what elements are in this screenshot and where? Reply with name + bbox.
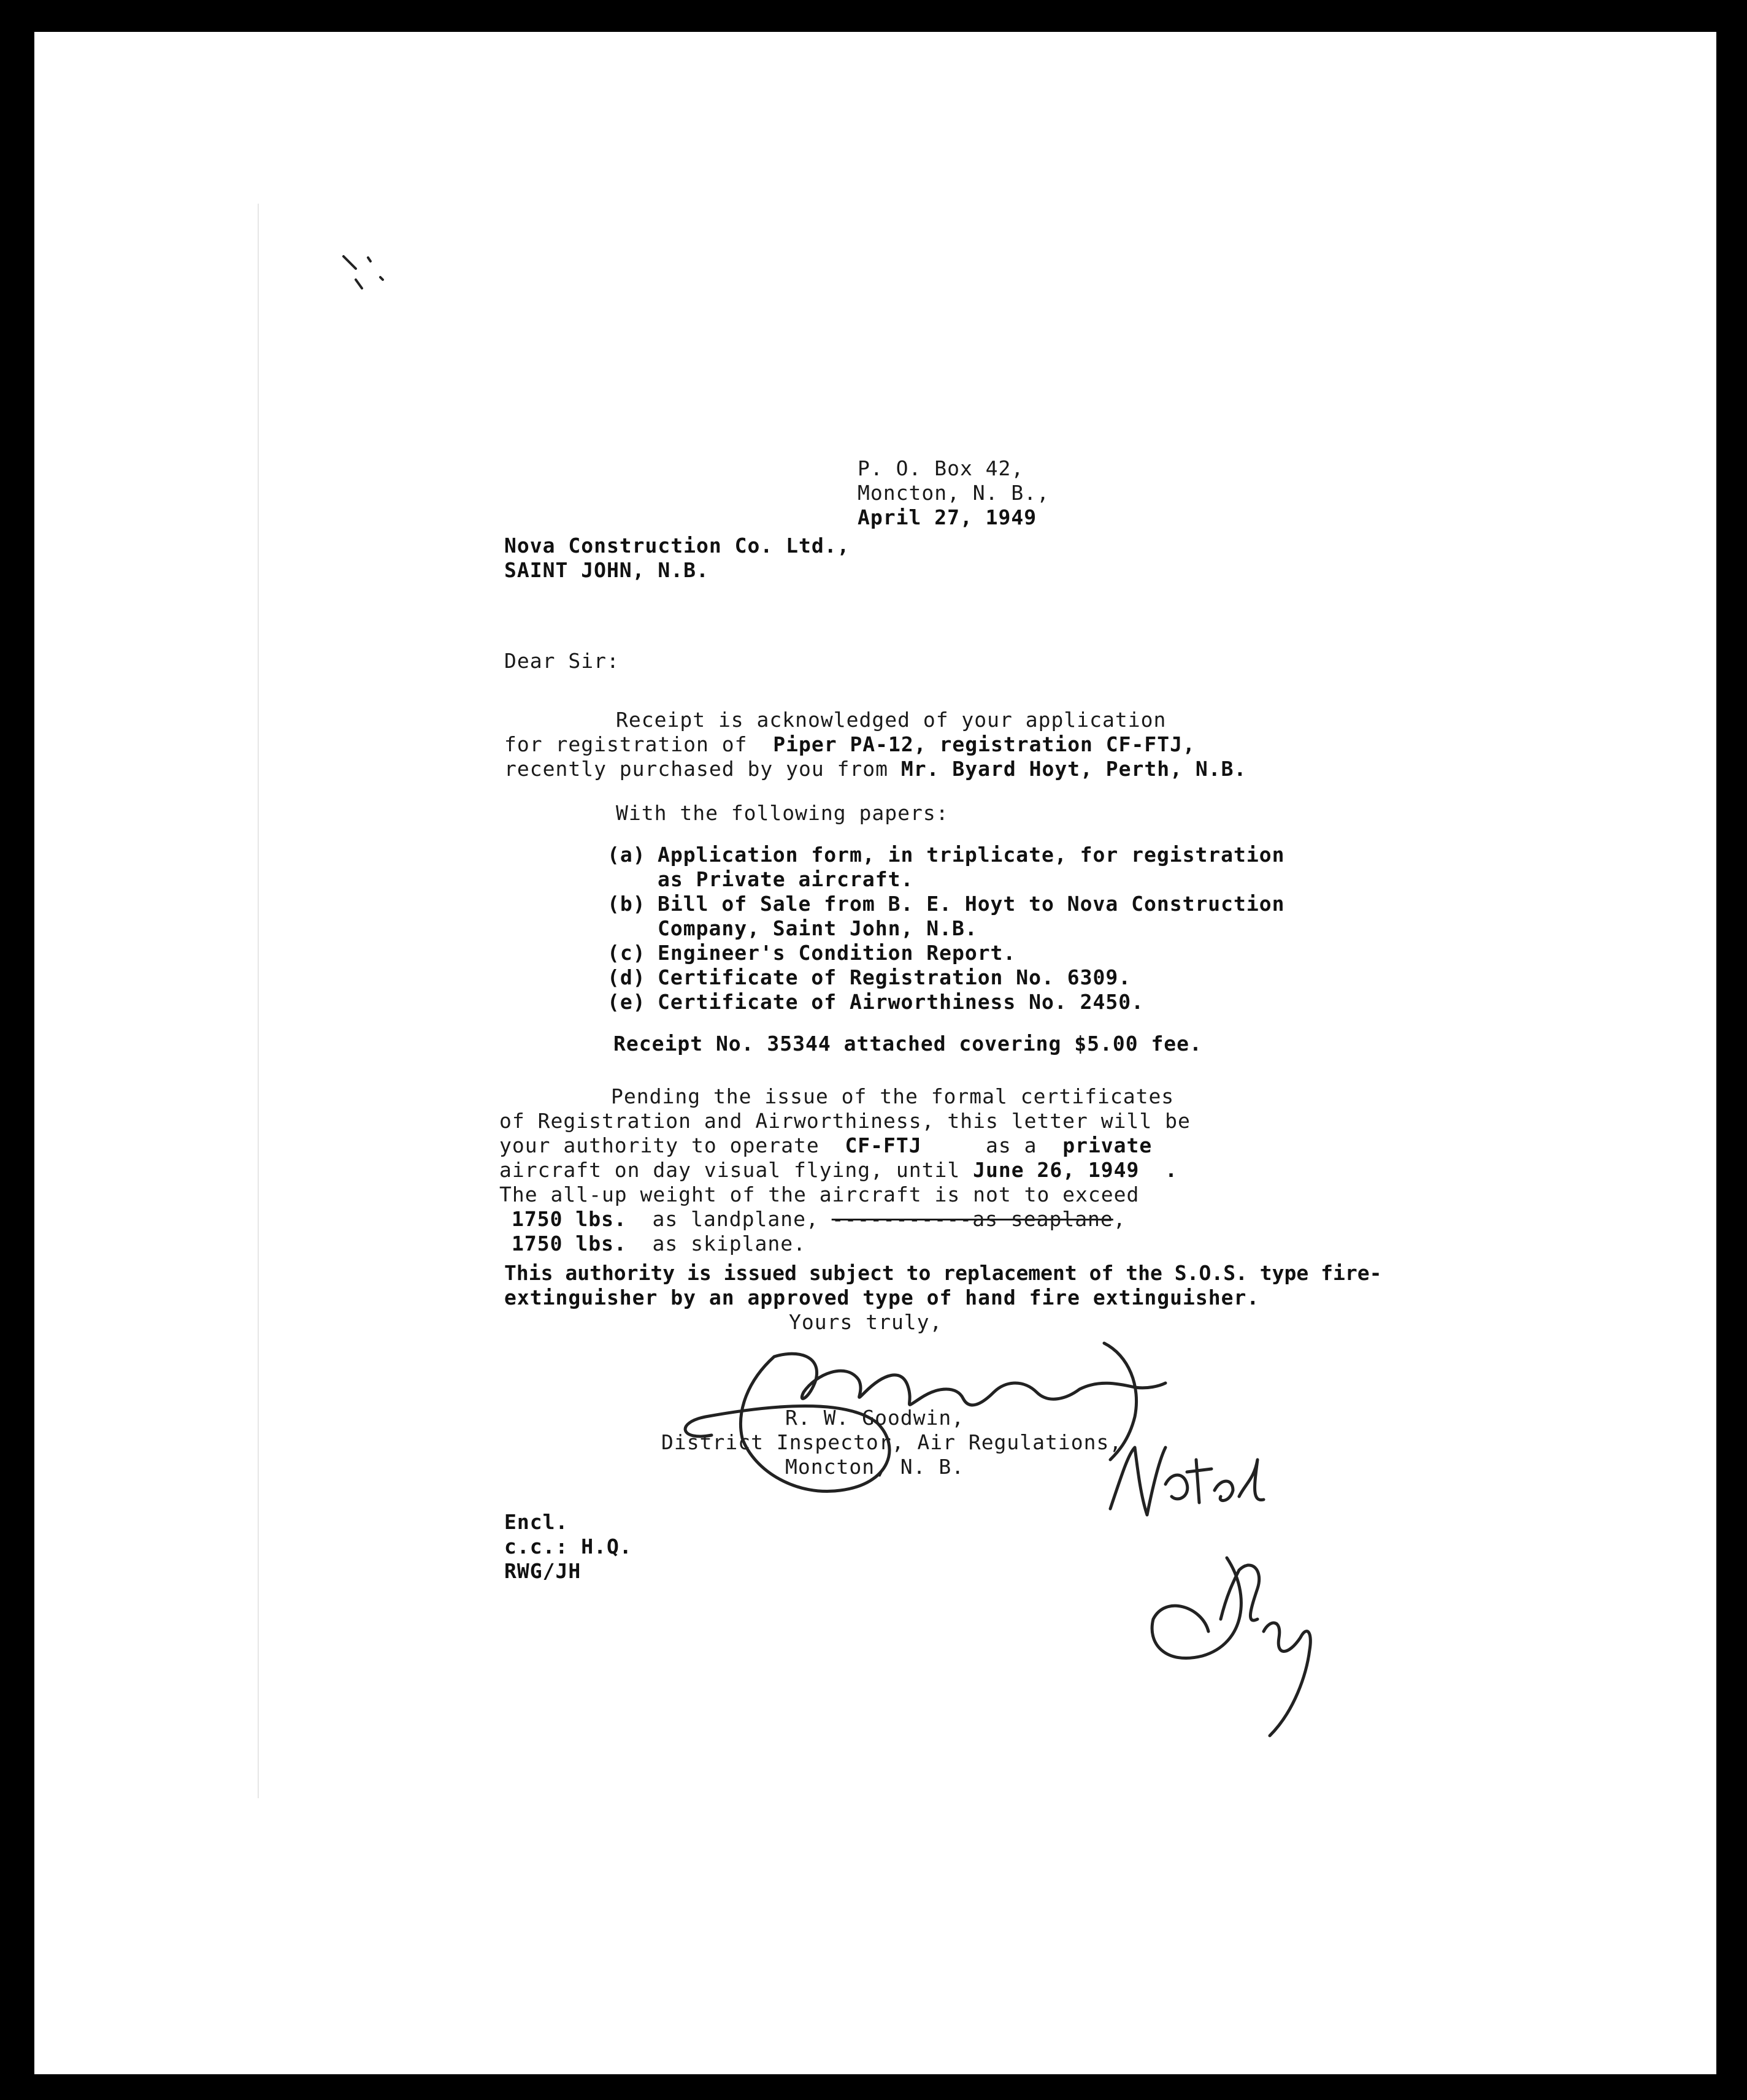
paper-item-text: as Private aircraft.: [658, 867, 914, 891]
paper-item-text: Application form, in triplicate, for registration: [658, 843, 1285, 867]
paper-item-letter: (e): [607, 990, 646, 1014]
paper-item-text: Engineer's Condition Report.: [658, 941, 1016, 965]
letter-date: April 27, 1949: [858, 505, 1037, 529]
body-line: The all-up weight of the aircraft is not to exceed: [499, 1182, 1140, 1206]
signatory-title: District Inspector, Air Regulations,: [661, 1430, 1123, 1454]
sender-address-line: P. O. Box 42,: [858, 456, 1024, 480]
papers-intro: With the following papers:: [616, 801, 949, 825]
page-margin-line: [258, 204, 259, 1798]
cc-note: c.c.: H.Q.: [504, 1535, 632, 1558]
paper-item-text: Bill of Sale from B. E. Hoyt to Nova Construction: [658, 892, 1285, 916]
paper-item-letter: (a): [607, 843, 646, 867]
reference-initials: RWG/JH: [504, 1559, 582, 1583]
salutation: Dear Sir:: [504, 649, 620, 673]
body-line: Pending the issue of the formal certificates: [611, 1084, 1175, 1108]
paper-item-text: Certificate of Registration No. 6309.: [658, 965, 1132, 989]
paper-item-letter: (c): [607, 941, 646, 965]
paper-item-text: Certificate of Airworthiness No. 2450.: [658, 990, 1144, 1014]
body-line: for registration of Piper PA-12, registration CF-FTJ,: [504, 732, 1196, 756]
body-line: recently purchased by you from Mr. Byard Hoyt, Perth, N.B.: [504, 757, 1247, 781]
closing: Yours truly,: [789, 1310, 943, 1334]
signatory-name: R. W. Goodwin,: [785, 1406, 965, 1430]
paper-item-text: Company, Saint John, N.B.: [658, 916, 978, 940]
enclosure-note: Encl.: [504, 1510, 569, 1534]
body-line: of Registration and Airworthiness, this letter will be: [499, 1109, 1191, 1133]
body-line: 1750 lbs. as skiplane.: [512, 1232, 806, 1255]
recipient-line: Nova Construction Co. Ltd.,: [504, 534, 850, 558]
body-line: your authority to operate CF-FTJ as a private: [499, 1133, 1153, 1157]
paper-item-letter: (b): [607, 892, 646, 916]
paper-item-letter: (d): [607, 965, 646, 989]
condition-line: This authority is issued subject to replacement of the S.O.S. type fire-: [504, 1261, 1382, 1285]
body-line: Receipt is acknowledged of your application: [616, 708, 1167, 732]
recipient-line: SAINT JOHN, N.B.: [504, 558, 709, 582]
receipt-line: Receipt No. 35344 attached covering $5.00 fee.: [613, 1032, 1202, 1056]
condition-line: extinguisher by an approved type of hand fire extinguisher.: [504, 1286, 1260, 1309]
signatory-location: Moncton, N. B.: [785, 1455, 965, 1479]
body-line: 1750 lbs. as landplane, -----------as seaplane,: [512, 1207, 1126, 1231]
body-line: aircraft on day visual flying, until June 26, 1949 .: [499, 1158, 1178, 1182]
sender-address-line: Moncton, N. B.,: [858, 481, 1050, 505]
